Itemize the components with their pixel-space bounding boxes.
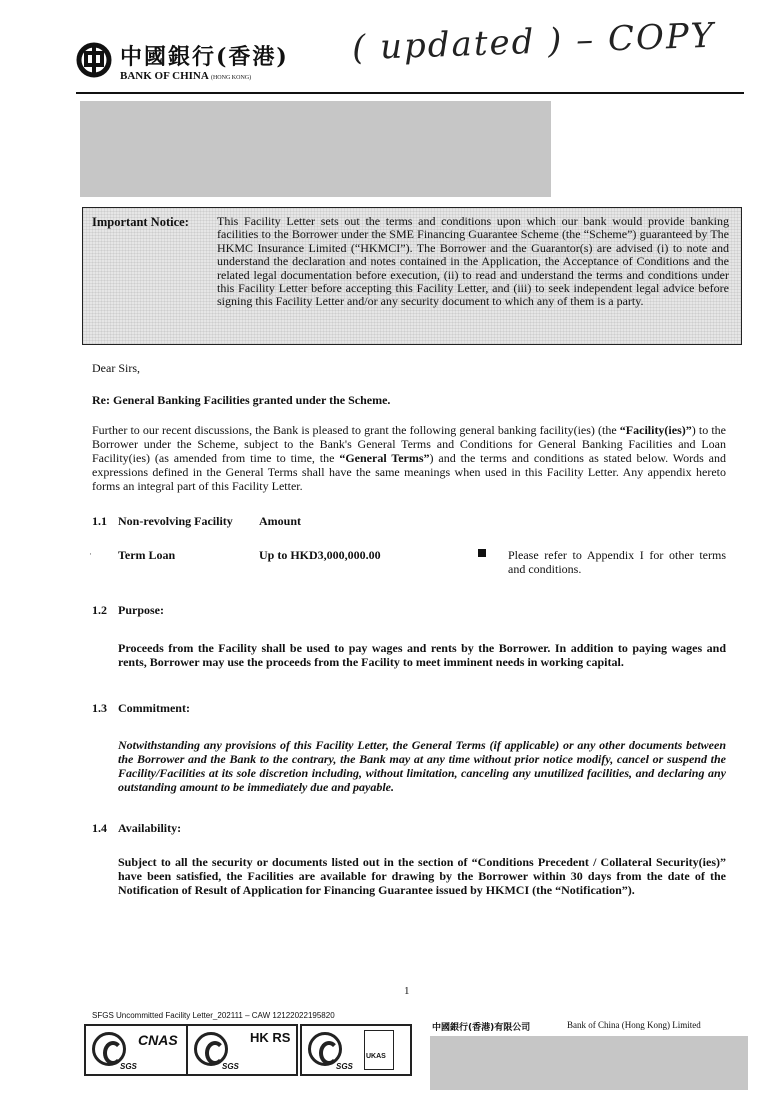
ukas-crown-icon: [364, 1030, 394, 1070]
company-name-chinese: 中國銀行(香港)有限公司: [432, 1023, 531, 1033]
section-text-1-2: Proceeds from the Facility shall be used to pay wages and rents by the Borrower. In addition to paying wages and rents, Borrower may use the proceeds from the Facility to meet imminent needs in working capital.: [118, 641, 726, 669]
section-text-1-3: Notwithstanding any provisions of this Facility Letter, the General Terms (if applicable) or any other documents between the Borrower and the Bank to the contrary, the Bank may at any time without prior notice modify, cancel or suspend the Facility/Facilities at its sole discretion including, without limitation, canceling any unutilized facilities, and declaring any outstanding amount to be immediately due and payable.: [118, 738, 726, 794]
intro-paragraph: [92, 423, 726, 493]
company-name-english: Bank of China (Hong Kong) Limited: [567, 1020, 701, 1030]
section-number-1-4: 1.4: [92, 821, 107, 835]
section-title-1-2: Purpose:: [118, 603, 164, 617]
section-title-1-1: Non-revolving Facility: [118, 514, 233, 528]
handwritten-annotation: ( updated ) – COPY: [351, 15, 716, 69]
sgs-logo-icon: [194, 1032, 228, 1066]
square-bullet-icon: [478, 549, 486, 557]
facility-name: Term Loan: [118, 548, 176, 562]
facility-note: Please refer to Appendix I for other terms and conditions.: [508, 548, 726, 576]
list-dot-icon: ·: [89, 549, 92, 559]
bank-name-english: [120, 70, 251, 82]
sgs-label: SGS: [120, 1062, 137, 1071]
intro-part-3: ) and the terms and conditions as stated below. Words and expressions defined in the General Terms shall have the same meanings when used in this Facility Letter. Any appendix hereto forms an integral part of this Facility Letter.: [92, 451, 727, 493]
ukas-certification-badge: [300, 1024, 412, 1076]
page-number: 1: [404, 985, 410, 997]
section-title-1-3: Commitment:: [118, 701, 190, 715]
bank-name-en-main: BANK OF CHINA: [120, 70, 209, 82]
re-line: Re: General Banking Facilities granted under the Scheme.: [92, 393, 391, 407]
document-reference: SFGS Uncommitted Facility Letter_202111 – CAW 12122022195820: [92, 1011, 335, 1020]
redacted-footer-block: [430, 1036, 748, 1090]
bank-name-en-sub: (HONG KONG): [210, 75, 252, 81]
notice-text: This Facility Letter sets out the terms and conditions upon which our bank would provide banking facilities to the Borrower under the SME Financing Guarantee Scheme (the “Scheme”) guaranteed by The HKMC Insurance Limited (“HKMCI”). The Borrower and the Guarantor(s) are advised (i) to note and understand the declaration and notes contained in the Application, the Acceptance of Conditions and the related legal documentation before execution, (ii) to read and understand the terms and conditions under this Facility Letter before accepting this Facility Letter, and (iii) to seek independent legal advice before signing this Facility Letter and/or any security document to which any of them is a party.: [217, 214, 729, 309]
sgs-logo-icon: [308, 1032, 342, 1066]
intro-facility-term: “Facility(ies)”: [619, 423, 692, 437]
sgs-logo-icon: [92, 1032, 126, 1066]
section-number-1-3: 1.3: [92, 701, 107, 715]
hkrs-label: HK RS: [250, 1030, 291, 1045]
notice-label: Important Notice:: [92, 215, 189, 229]
facility-amount: Up to HKD3,000,000.00: [259, 548, 381, 562]
bank-name-chinese: 中國銀行(香港): [120, 44, 289, 70]
section-number-1-1: 1.1: [92, 514, 107, 528]
header-divider: [76, 92, 744, 94]
intro-general-terms: “General Terms”: [339, 451, 430, 465]
hkrs-certification-badge: [186, 1024, 298, 1076]
amount-column-header: Amount: [259, 514, 302, 528]
section-text-1-4: Subject to all the security or documents listed out in the section of “Conditions Precedent / Collateral Security(ies)” have been satisfied, the Facilities are available for drawing by the Borrower within 30 days from the date of the Notification of Result of Application for Financing Guarantee issued by HKMCI (the “Notification”).: [118, 855, 726, 897]
intro-part-2: ) to the Borrower under the Scheme, subject to the Bank's General Terms and Conditions for General Banking Facilities and Loan Facility(ies) (as amended from time to time, the: [92, 423, 726, 465]
cnas-label: CNAS: [138, 1032, 178, 1048]
intro-part-1: Further to our recent discussions, the Bank is pleased to grant the following general banking facility(ies) (the: [92, 423, 620, 437]
bank-logo-icon: [76, 42, 112, 78]
salutation: Dear Sirs,: [92, 361, 140, 375]
cnas-certification-badge: [84, 1024, 196, 1076]
section-number-1-2: 1.2: [92, 603, 107, 617]
sgs-label: SGS: [336, 1062, 353, 1071]
section-title-1-4: Availability:: [118, 821, 182, 835]
ukas-label: UKAS: [366, 1053, 386, 1060]
sgs-label: SGS: [222, 1062, 239, 1071]
redacted-address-block: [80, 101, 551, 197]
